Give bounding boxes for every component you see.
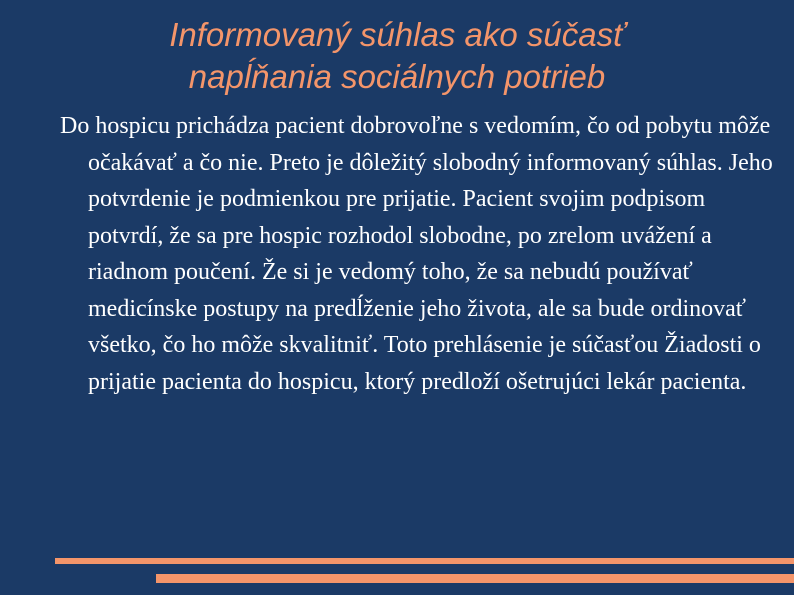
decorative-rule-top	[55, 558, 794, 564]
slide-title-line-1: Informovaný súhlas ako súčasť	[169, 16, 625, 53]
slide-body-text: Do hospicu prichádza pacient dobrovoľne s vedomím, čo od pobytu môže očakávať a čo nie. Preto je dôležitý slobodný informovaný súhlas. Jeho potvrdenie je podmienkou pre prijatie. Pacient svojim podpisom potvrdí, že sa pre hospic rozhodol slobodne, po zrelom uvážení a riadnom poučení. Že si je vedomý toho, že sa nebudú používať medicínske postupy na predĺženie jeho života, ale sa bude ordinovať všetko, čo ho môže skvalitniť. Toto prehlásenie je súčasťou Žiadosti o prijatie pacienta do hospicu, ktorý predloží ošetrujúci lekár pacienta.	[60, 113, 773, 395]
decorative-rule-bottom	[156, 574, 794, 583]
slide-title	[0, 14, 794, 98]
slide-title-line-2: napĺňania sociálnych potrieb	[188, 58, 606, 95]
